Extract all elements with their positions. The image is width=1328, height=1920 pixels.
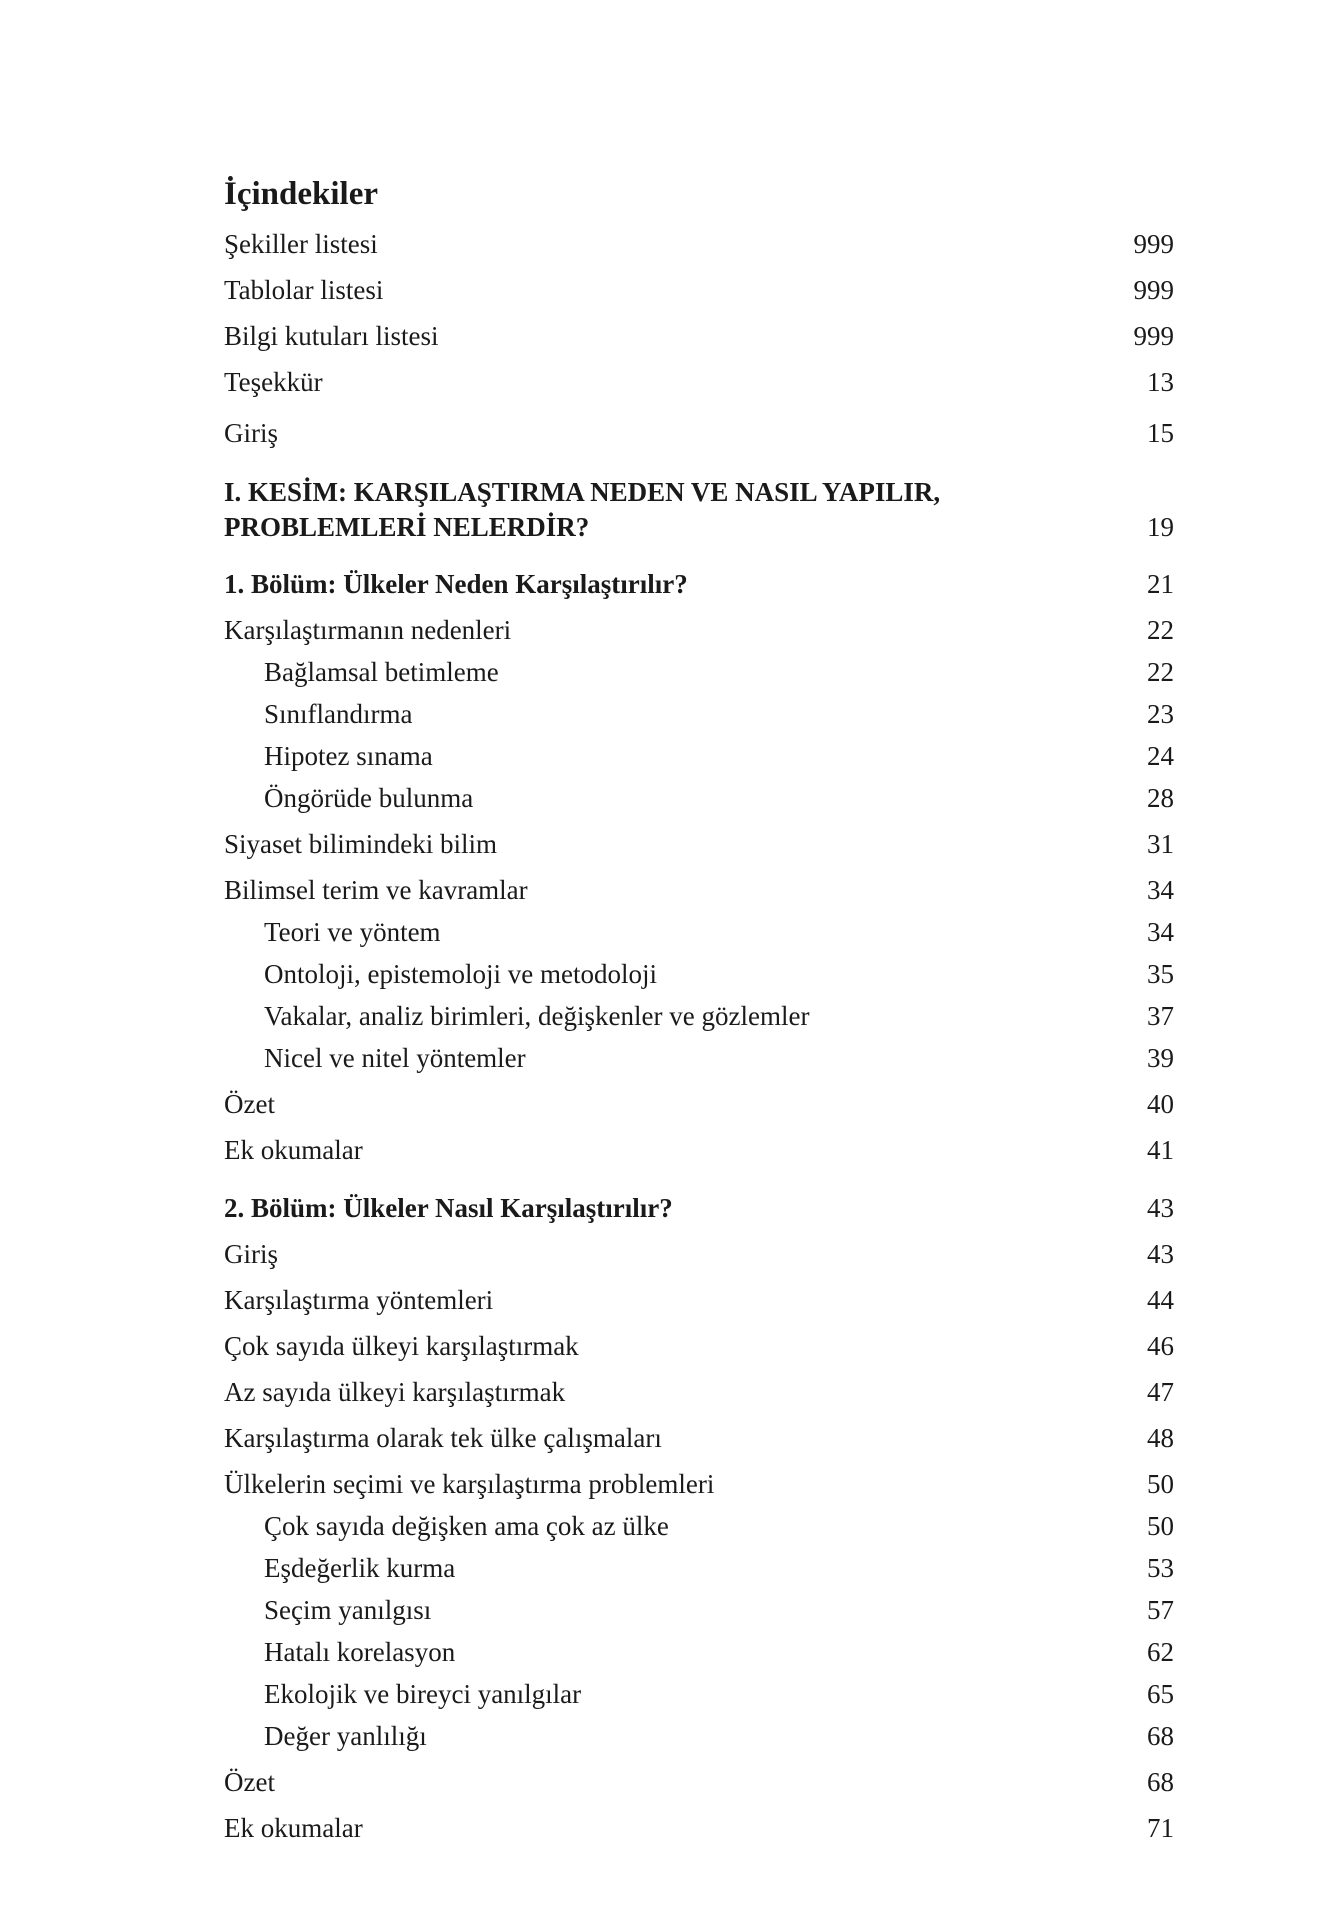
toc-entry-page: 57	[1147, 1595, 1174, 1625]
toc-entry-page: 28	[1147, 783, 1174, 813]
toc-entry-page: 39	[1147, 1043, 1174, 1073]
toc-entry-page: 19	[1147, 512, 1174, 542]
toc-entry-page: 999	[1133, 321, 1174, 351]
toc-entry-page: 13	[1147, 367, 1174, 397]
toc-entry-label: Teşekkür	[224, 367, 323, 397]
toc-entry	[224, 1762, 1174, 1802]
toc-chapter-label: 1. Bölüm: Ülkeler Neden Karşılaştırılır?	[224, 569, 688, 599]
toc-subentry	[224, 1674, 1174, 1714]
toc-chapter-label: 2. Bölüm: Ülkeler Nasıl Karşılaştırılır?	[224, 1193, 673, 1223]
toc-entry-page: 71	[1147, 1813, 1174, 1843]
toc-subentry	[224, 694, 1174, 734]
toc-entry-page: 53	[1147, 1553, 1174, 1583]
toc-entry	[224, 316, 1174, 356]
toc-entry	[224, 1372, 1174, 1412]
toc-entry	[224, 1326, 1174, 1366]
toc-entry	[224, 1418, 1174, 1458]
toc-entry-page: 50	[1147, 1469, 1174, 1499]
toc-subentry	[224, 954, 1174, 994]
toc-part-heading-line1: I. KESİM: KARŞILAŞTIRMA NEDEN VE NASIL YAPILIR,	[224, 477, 941, 507]
toc-entry-page: 44	[1147, 1285, 1174, 1315]
toc-entry	[224, 610, 1174, 650]
toc-entry-label: Siyaset bilimindeki bilim	[224, 829, 497, 859]
toc-entry-label: Karşılaştırma yöntemleri	[224, 1285, 494, 1315]
toc-entry-page: 43	[1147, 1193, 1174, 1223]
toc-entry	[224, 1130, 1174, 1170]
toc-entry-page: 46	[1147, 1331, 1174, 1361]
toc-subentry-label: Hipotez sınama	[264, 741, 433, 771]
toc-entry-label: Karşılaştırmanın nedenleri	[224, 615, 512, 645]
toc-subentry	[224, 652, 1174, 692]
toc-subentry	[224, 1548, 1174, 1588]
toc-entry-page: 34	[1147, 875, 1174, 905]
toc-entry-page: 40	[1147, 1089, 1174, 1119]
toc-entry	[224, 1808, 1174, 1848]
toc-entry-page: 15	[1147, 418, 1174, 448]
toc-subentry-label: Nicel ve nitel yöntemler	[264, 1043, 526, 1073]
toc-subentry-label: Teori ve yöntem	[264, 917, 441, 947]
toc-entry-page: 21	[1147, 569, 1174, 599]
toc-entry	[224, 1084, 1174, 1124]
toc-entry-label: Az sayıda ülkeyi karşılaştırmak	[224, 1377, 566, 1407]
toc-subentry	[224, 1716, 1174, 1756]
toc-entry-page: 68	[1147, 1721, 1174, 1751]
toc-subentry	[224, 736, 1174, 776]
toc-entry-label: Ek okumalar	[224, 1135, 363, 1165]
toc-entry	[224, 1234, 1174, 1274]
toc-part-heading-line2: PROBLEMLERİ NELERDİR?	[224, 512, 590, 542]
toc-entry-label: Özet	[224, 1767, 275, 1797]
toc-entry-page: 22	[1147, 657, 1174, 687]
toc-entry-label: Giriş	[224, 418, 278, 448]
toc-entry-label: Tablolar listesi	[224, 275, 384, 305]
toc-entry-page: 68	[1147, 1767, 1174, 1797]
toc-subentry-label: Sınıflandırma	[264, 699, 413, 729]
toc-subentry-label: Ekolojik ve bireyci yanılgılar	[264, 1679, 582, 1709]
toc-subentry	[224, 912, 1174, 952]
toc-entry	[224, 270, 1174, 310]
toc-subentry-label: Bağlamsal betimleme	[264, 657, 499, 687]
toc-entry-page: 50	[1147, 1511, 1174, 1541]
toc-entry-page: 62	[1147, 1637, 1174, 1667]
toc-subentry	[224, 1038, 1174, 1078]
toc-subentry	[224, 778, 1174, 818]
toc-entry	[224, 870, 1174, 910]
toc-entry-page: 23	[1147, 699, 1174, 729]
toc-part-heading	[224, 475, 1174, 555]
toc-subentry-label: Seçim yanılgısı	[264, 1595, 432, 1625]
toc-subentry	[224, 1506, 1174, 1546]
toc-entry-page: 65	[1147, 1679, 1174, 1709]
toc-entry-label: Çok sayıda ülkeyi karşılaştırmak	[224, 1331, 579, 1361]
toc-entry	[224, 1280, 1174, 1320]
toc-entry-label: Özet	[224, 1089, 275, 1119]
toc-entry	[224, 413, 1174, 453]
toc-title: İçindekiler	[224, 176, 378, 212]
toc-entry-label: Ek okumalar	[224, 1813, 363, 1843]
toc-entry-page: 31	[1147, 829, 1174, 859]
toc-entry-page: 999	[1133, 275, 1174, 305]
toc-subentry	[224, 996, 1174, 1036]
toc-entry-label: Ülkelerin seçimi ve karşılaştırma problemleri	[224, 1469, 715, 1499]
toc-subentry-label: Değer yanlılığı	[264, 1721, 427, 1751]
toc-subentry-label: Çok sayıda değişken ama çok az ülke	[264, 1511, 669, 1541]
toc-entry-page: 37	[1147, 1001, 1174, 1031]
toc-entry	[224, 1464, 1174, 1504]
toc-entry	[224, 824, 1174, 864]
toc-entry	[224, 362, 1174, 402]
toc-subentry-label: Ontoloji, epistemoloji ve metodoloji	[264, 959, 657, 989]
toc-entry-page: 999	[1133, 229, 1174, 259]
toc-entry-label: Giriş	[224, 1239, 278, 1269]
toc-subentry-label: Hatalı korelasyon	[264, 1637, 456, 1667]
toc-chapter-heading	[224, 1188, 1174, 1228]
toc-entry-label: Karşılaştırma olarak tek ülke çalışmaları	[224, 1423, 662, 1453]
toc-entry-page: 43	[1147, 1239, 1174, 1269]
toc-subentry-label: Vakalar, analiz birimleri, değişkenler ve gözlemler	[264, 1001, 810, 1031]
toc-entry-label: Bilgi kutuları listesi	[224, 321, 439, 351]
toc-subentry-label: Öngörüde bulunma	[264, 783, 474, 813]
toc-entry-label: Bilimsel terim ve kavramlar	[224, 875, 528, 905]
toc-entry-label: Şekiller listesi	[224, 229, 378, 259]
toc-entry-page: 41	[1147, 1135, 1174, 1165]
toc-chapter-heading	[224, 564, 1174, 604]
toc-entry-page: 48	[1147, 1423, 1174, 1453]
toc-subentry	[224, 1590, 1174, 1630]
toc-entry-page: 35	[1147, 959, 1174, 989]
toc-subentry	[224, 1632, 1174, 1672]
toc-entry-page: 22	[1147, 615, 1174, 645]
toc-entry-page: 47	[1147, 1377, 1174, 1407]
toc-entry-page: 24	[1147, 741, 1174, 771]
toc-entry	[224, 224, 1174, 264]
toc-subentry-label: Eşdeğerlik kurma	[264, 1553, 456, 1583]
toc-entry-page: 34	[1147, 917, 1174, 947]
